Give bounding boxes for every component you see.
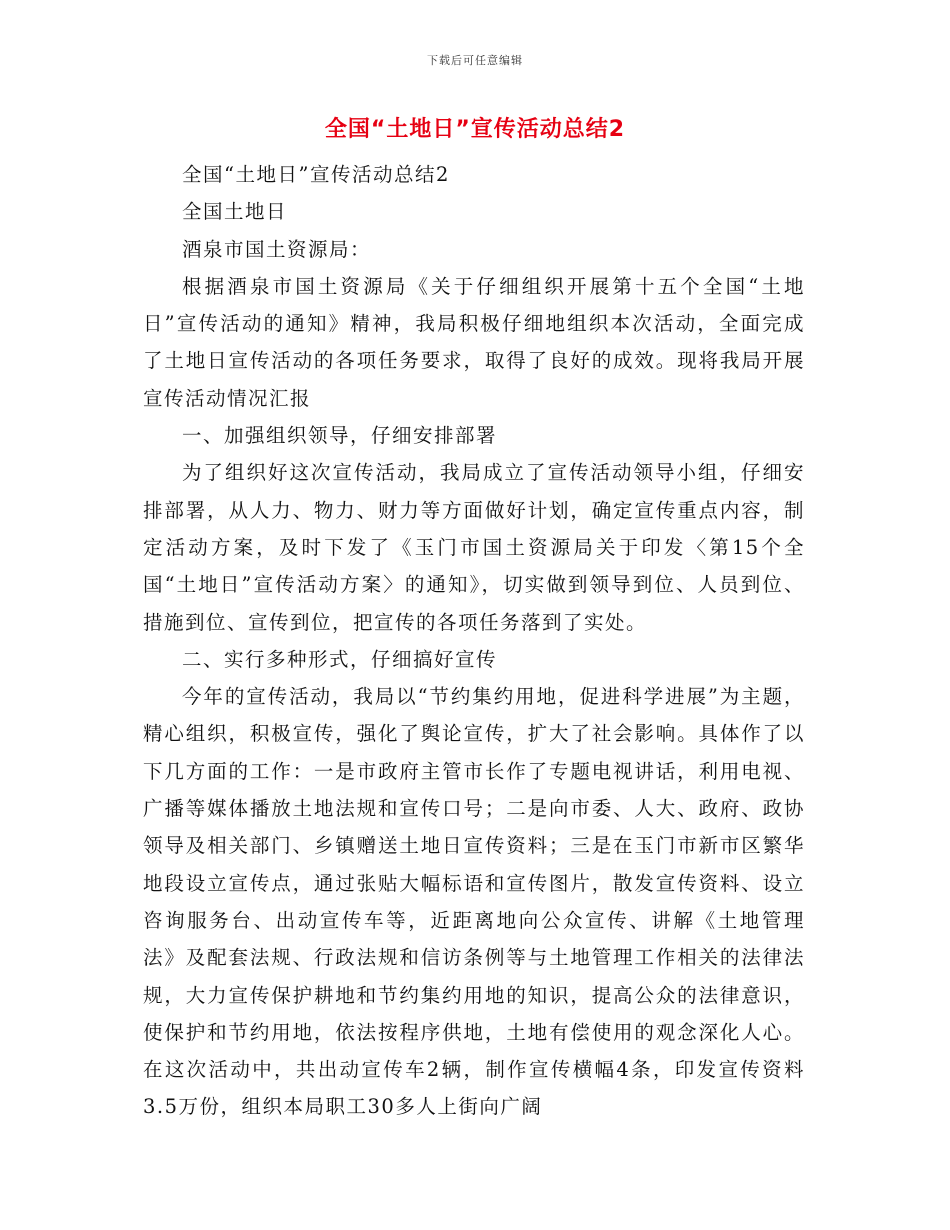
document-body [143, 156, 805, 1126]
paragraph-section-1: 为了组织好这次宣传活动，我局成立了宣传活动领导小组，仔细安排部署，从人力、物力、财力等方面做好计划，确定宣传重点内容，制定活动方案，及时下发了《玉门市国土资源局关于印发〈第15个全国“土地日”宣传活动方案〉的通知》，切实做到领导到位、人员到位、措施到位、宣传到位，把宣传的各项任务落到了实处。 [143, 461, 805, 634]
paragraph-addressee: 酒泉市国土资源局： [182, 237, 372, 261]
page-header: 下载后可任意编辑 [427, 54, 523, 67]
document-title: 全国“土地日”宣传活动总结2 [324, 117, 626, 142]
paragraph-section-2: 今年的宣传活动，我局以“节约集约用地，促进科学进展”为主题，精心组织，积极宣传，强化了舆论宣传，扩大了社会影响。具体作了以下几方面的工作：一是市政府主管市长作了专题电视讲话，利用电视、广播等媒体播放土地法规和宣传口号；二是向市委、人大、政府、政协领导及相关部门、乡镇赠送土地日宣传资料；三是在玉门市新市区繁华地段设立宣传点，通过张贴大幅标语和宣传图片，散发宣传资料、设立咨询服务台、出动宣传车等，近距离地向公众宣传、讲解《土地管理法》及配套法规、行政法规和信访条例等与土地管理工作相关的法律法规，大力宣传保护耕地和节约集约用地的知识，提高公众的法律意识，使保护和节约用地，依法按程序供地，土地有偿使用的观念深化人心。在这次活动中，共出动宣传车2辆，制作宣传横幅4条，印发宣传资料3.5万份，组织本局职工30多人上街向广阔 [143, 685, 805, 1119]
section-heading-2: 二、实行多种形式，仔细搞好宣传 [182, 647, 498, 671]
section-heading-1: 一、加强组织领导，仔细安排部署 [182, 424, 498, 448]
paragraph-intro: 根据酒泉市国土资源局《关于仔细组织开展第十五个全国“土地日”宣传活动的通知》精神，我局积极仔细地组织本次活动，全面完成了土地日宣传活动的各项任务要求，取得了良好的成效。现将我局开展宣传活动情况汇报 [143, 274, 805, 410]
paragraph-topic: 全国土地日 [182, 200, 288, 224]
paragraph-subtitle: 全国“土地日”宣传活动总结2 [182, 163, 450, 186]
